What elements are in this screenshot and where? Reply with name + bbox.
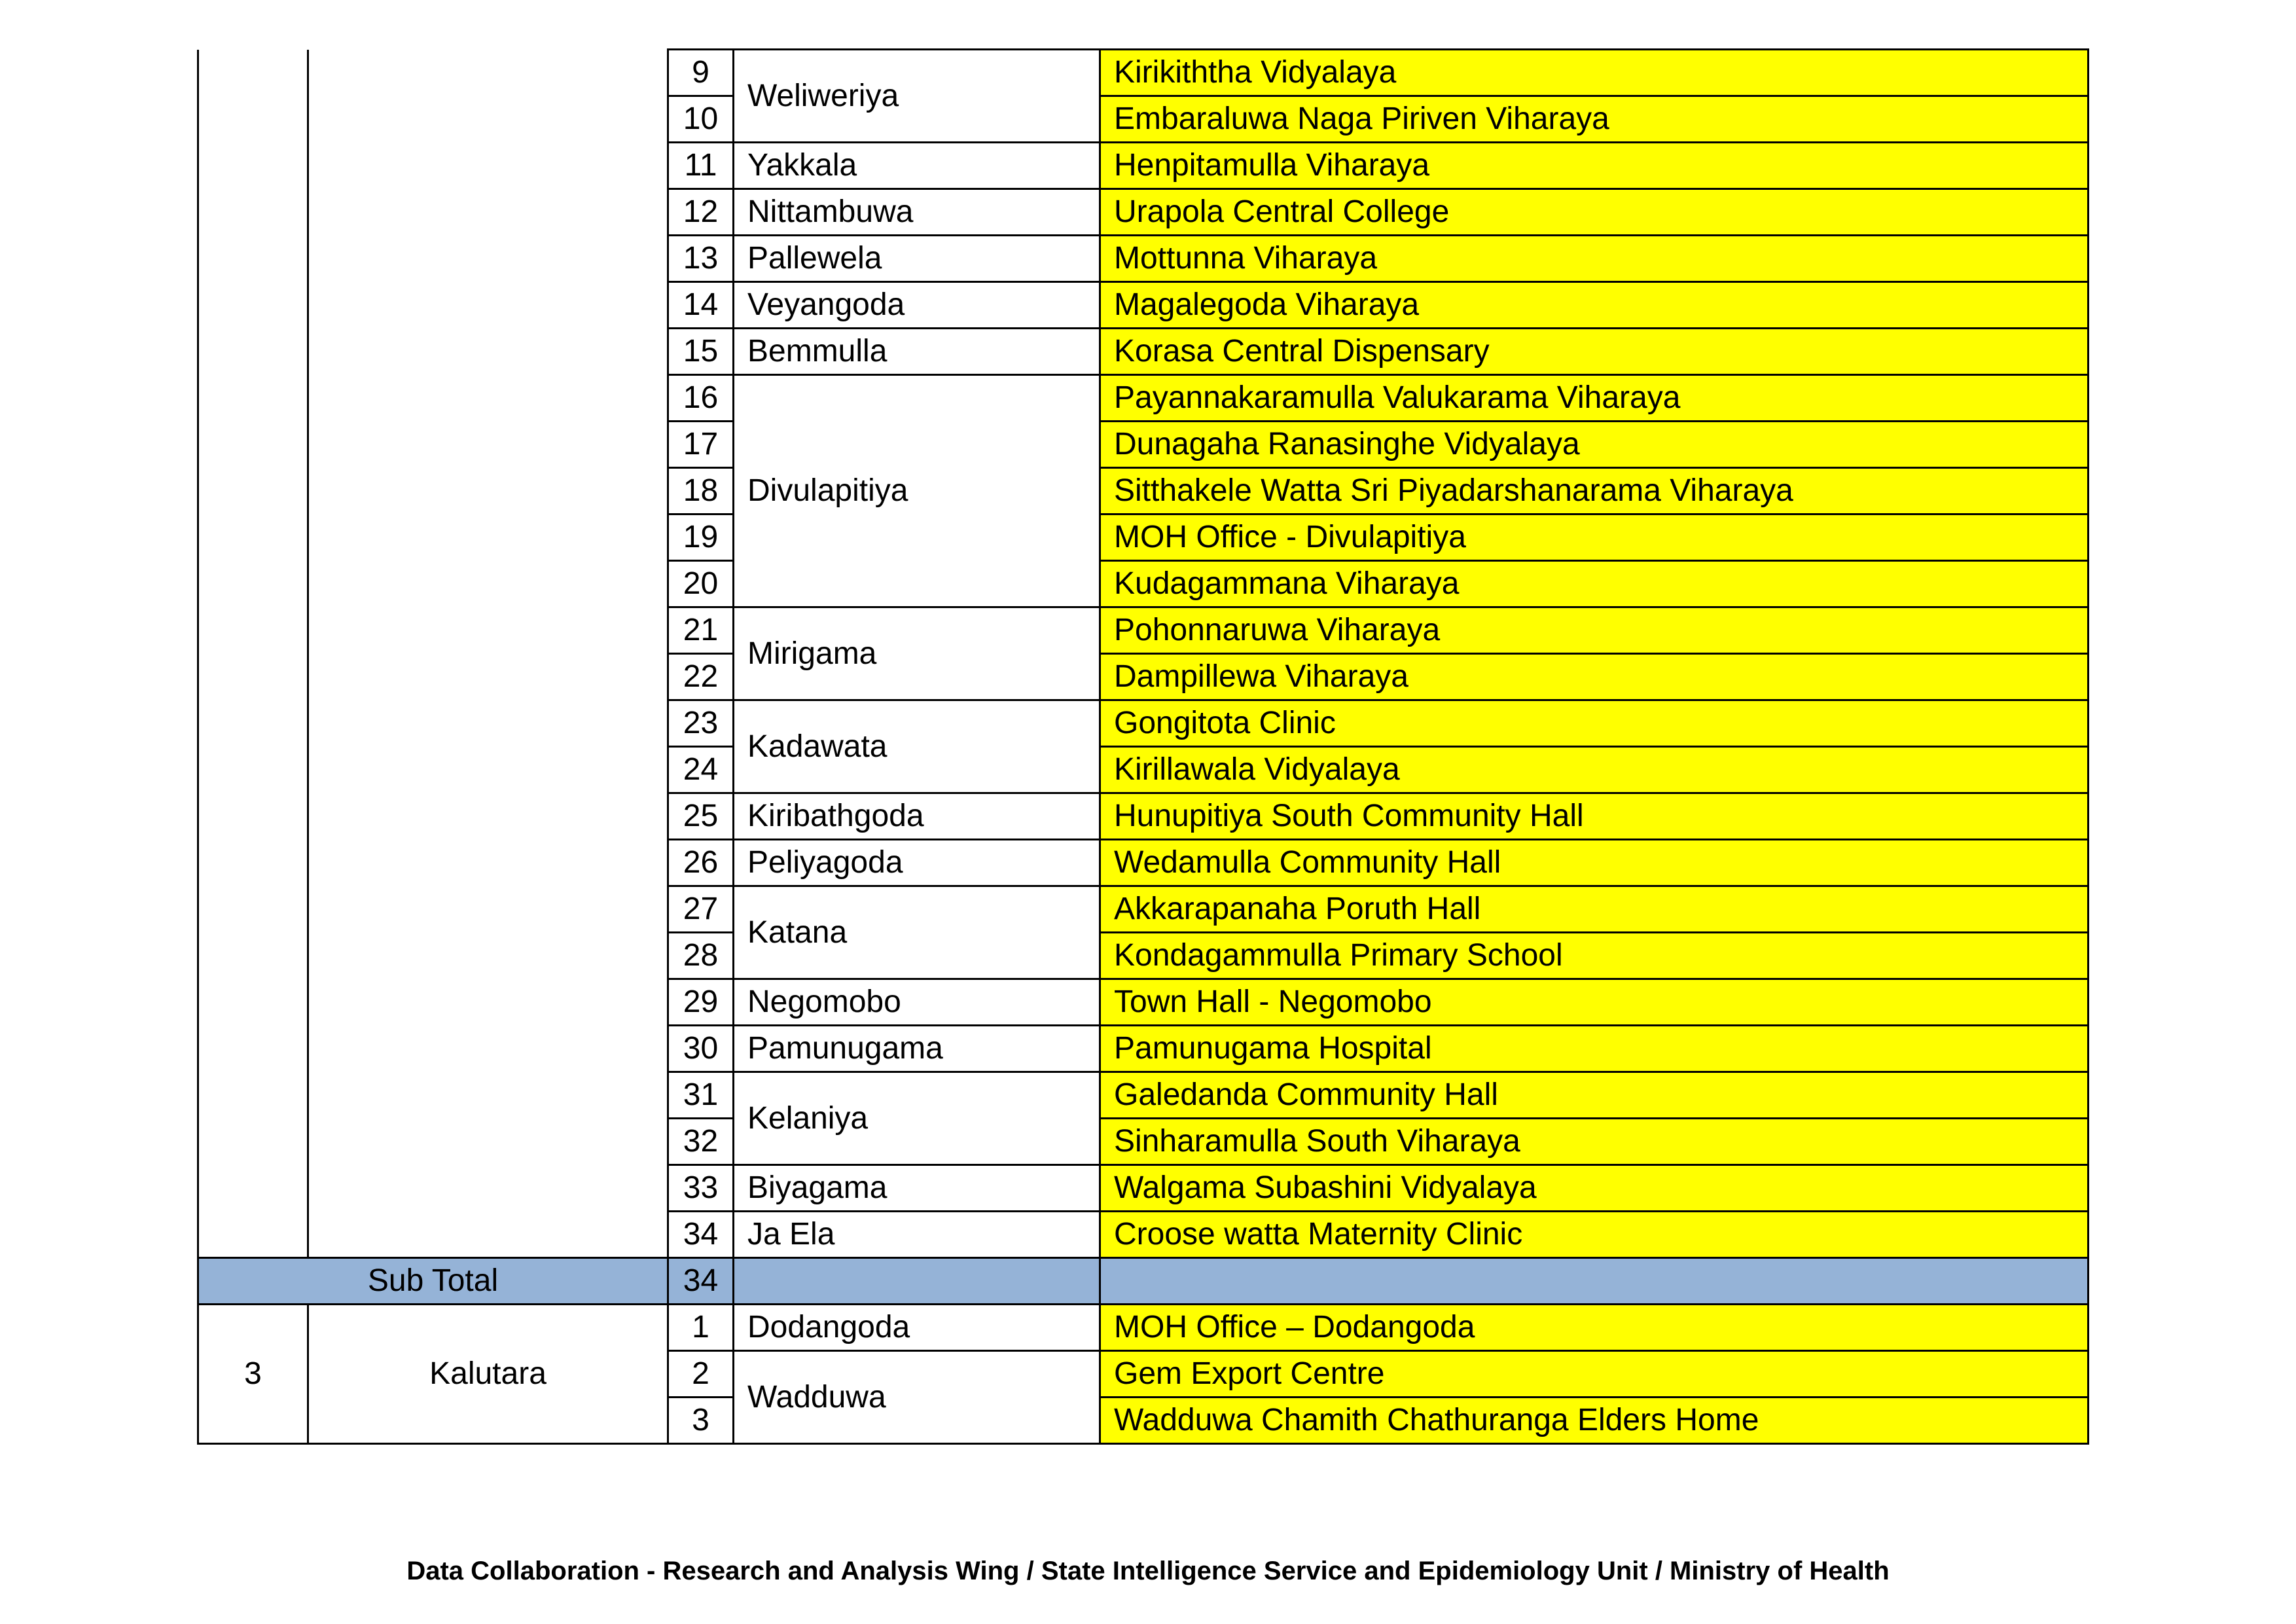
- row-number: 16: [668, 375, 734, 422]
- location-cell: Payannakaramulla Valukarama Viharaya: [1100, 375, 2089, 422]
- row-number: 19: [668, 514, 734, 561]
- row-number: 21: [668, 607, 734, 654]
- moh-area: Ja Ela: [734, 1212, 1100, 1258]
- location-cell: Wadduwa Chamith Chathuranga Elders Home: [1100, 1398, 2089, 1444]
- moh-area: Divulapitiya: [734, 375, 1100, 607]
- location-cell: Croose watta Maternity Clinic: [1100, 1212, 2089, 1258]
- moh-area: Veyangoda: [734, 282, 1100, 329]
- location-cell: Mottunna Viharaya: [1100, 236, 2089, 282]
- district-index-cell: [198, 50, 308, 1258]
- row-number: 29: [668, 979, 734, 1026]
- moh-area: Peliyagoda: [734, 840, 1100, 886]
- row-number: 2: [668, 1351, 734, 1398]
- row-number: 17: [668, 422, 734, 468]
- location-cell: Sitthakele Watta Sri Piyadarshanarama Viharaya: [1100, 468, 2089, 514]
- moh-area: Kiribathgoda: [734, 793, 1100, 840]
- moh-area: Katana: [734, 886, 1100, 979]
- location-cell: Kirillawala Vidyalaya: [1100, 747, 2089, 793]
- row-number: 1: [668, 1305, 734, 1351]
- location-cell: Wedamulla Community Hall: [1100, 840, 2089, 886]
- moh-area: Negomobo: [734, 979, 1100, 1026]
- row-number: 10: [668, 96, 734, 143]
- location-cell: Kirikiththa Vidyalaya: [1100, 50, 2089, 96]
- district-index: 3: [198, 1305, 308, 1444]
- location-cell: Hunupitiya South Community Hall: [1100, 793, 2089, 840]
- subtotal-blank: [1100, 1258, 2089, 1305]
- location-cell: Pamunugama Hospital: [1100, 1026, 2089, 1072]
- location-cell: Akkarapanaha Poruth Hall: [1100, 886, 2089, 933]
- row-number: 22: [668, 654, 734, 700]
- row-number: 34: [668, 1212, 734, 1258]
- row-number: 30: [668, 1026, 734, 1072]
- moh-area: Mirigama: [734, 607, 1100, 700]
- row-number: 26: [668, 840, 734, 886]
- moh-area: Pamunugama: [734, 1026, 1100, 1072]
- moh-area: Biyagama: [734, 1165, 1100, 1212]
- row-number: 11: [668, 143, 734, 189]
- district-name-cell: [308, 50, 668, 1258]
- table-row: [198, 50, 2089, 96]
- row-number: 23: [668, 700, 734, 747]
- location-cell: Embaraluwa Naga Piriven Viharaya: [1100, 96, 2089, 143]
- moh-area: Weliweriya: [734, 50, 1100, 143]
- moh-area: Nittambuwa: [734, 189, 1100, 236]
- location-cell: Gongitota Clinic: [1100, 700, 2089, 747]
- subtotal-blank: [734, 1258, 1100, 1305]
- location-cell: Kudagammana Viharaya: [1100, 561, 2089, 607]
- row-number: 18: [668, 468, 734, 514]
- row-number: 31: [668, 1072, 734, 1119]
- row-number: 27: [668, 886, 734, 933]
- location-cell: Walgama Subashini Vidyalaya: [1100, 1165, 2089, 1212]
- location-cell: Town Hall - Negomobo: [1100, 979, 2089, 1026]
- location-cell: Urapola Central College: [1100, 189, 2089, 236]
- district-name: Kalutara: [308, 1305, 668, 1444]
- location-cell: Sinharamulla South Viharaya: [1100, 1119, 2089, 1165]
- row-number: 33: [668, 1165, 734, 1212]
- location-cell: Dampillewa Viharaya: [1100, 654, 2089, 700]
- row-number: 32: [668, 1119, 734, 1165]
- location-cell: MOH Office – Dodangoda: [1100, 1305, 2089, 1351]
- location-cell: Gem Export Centre: [1100, 1351, 2089, 1398]
- location-cell: Dunagaha Ranasinghe Vidyalaya: [1100, 422, 2089, 468]
- subtotal-count: 34: [668, 1258, 734, 1305]
- row-number: 28: [668, 933, 734, 979]
- row-number: 14: [668, 282, 734, 329]
- location-cell: Magalegoda Viharaya: [1100, 282, 2089, 329]
- location-cell: Pohonnaruwa Viharaya: [1100, 607, 2089, 654]
- row-number: 13: [668, 236, 734, 282]
- row-number: 3: [668, 1398, 734, 1444]
- quarantine-centers-table: [197, 48, 2089, 1445]
- moh-area: Dodangoda: [734, 1305, 1100, 1351]
- moh-area: Wadduwa: [734, 1351, 1100, 1444]
- moh-area: Bemmulla: [734, 329, 1100, 375]
- table-row: [198, 1305, 2089, 1351]
- location-cell: Kondagammulla Primary School: [1100, 933, 2089, 979]
- row-number: 15: [668, 329, 734, 375]
- subtotal-row: [198, 1258, 2089, 1305]
- moh-area: Pallewela: [734, 236, 1100, 282]
- location-cell: Henpitamulla Viharaya: [1100, 143, 2089, 189]
- page-footer: Data Collaboration - Research and Analysis Wing / State Intelligence Service and Epidemiology Unit / Ministry of Health: [406, 1557, 1890, 1585]
- moh-area: Kelaniya: [734, 1072, 1100, 1165]
- location-cell: MOH Office - Divulapitiya: [1100, 514, 2089, 561]
- moh-area: Yakkala: [734, 143, 1100, 189]
- row-number: 25: [668, 793, 734, 840]
- location-cell: Korasa Central Dispensary: [1100, 329, 2089, 375]
- row-number: 12: [668, 189, 734, 236]
- row-number: 20: [668, 561, 734, 607]
- subtotal-label: Sub Total: [198, 1258, 668, 1305]
- moh-area: Kadawata: [734, 700, 1100, 793]
- location-cell: Galedanda Community Hall: [1100, 1072, 2089, 1119]
- row-number: 9: [668, 50, 734, 96]
- row-number: 24: [668, 747, 734, 793]
